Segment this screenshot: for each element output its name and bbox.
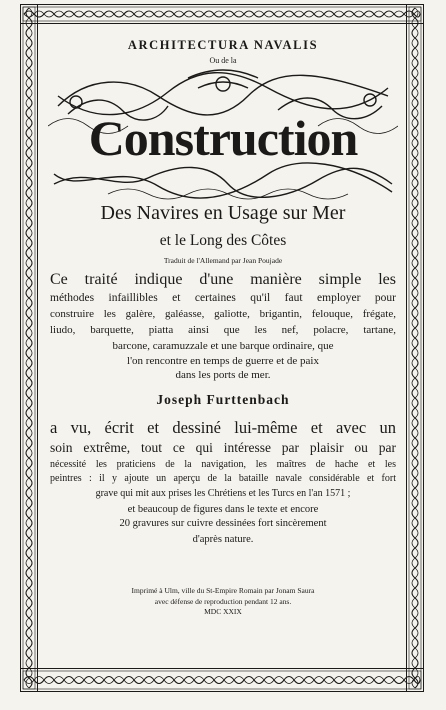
body-line: nécessité les praticiens de la navigation, les maîtres de hache et les <box>50 459 396 470</box>
body-line: et beaucoup de figures dans le texte et encore <box>127 504 319 515</box>
imprint-date: MDC XXIX <box>204 607 242 616</box>
title-architectura-navalis: ARCHITECTURA NAVALIS <box>127 38 319 52</box>
decorative-border-right <box>406 4 424 692</box>
description-line: Ce traité indique d'une manière simple les <box>50 271 396 288</box>
description-line: construire les galère, galéasse, galiotte, brigantin, felouque, frégate, <box>50 308 396 320</box>
imprint-line: Imprimé à Ulm, ville du St-Empire Romain par Jonam Saura <box>131 586 315 595</box>
main-title-construction: Construction <box>88 110 358 166</box>
imprint-line: avec défense de reproduction pendant 12 ans. <box>154 597 292 606</box>
title-ou-de-la: Ou de la <box>209 56 237 65</box>
description-line: barcone, caramuzzale et une barque ordinaire, que <box>112 340 334 352</box>
description-line: l'on rencontre en temps de guerre et de paix <box>127 355 319 367</box>
translator-credit: Traduit de l'Allemand par Jean Poujade <box>163 256 283 265</box>
author-name: Joseph Furttenbach <box>156 392 290 407</box>
description-line: dans les ports de mer. <box>175 369 271 381</box>
subtitle-line-2: et le Long des Côtes <box>159 232 287 249</box>
decorative-border-bottom <box>20 668 424 692</box>
body-line: soin extrême, tout ce qui intéresse par plaisir ou par <box>50 440 396 455</box>
decorative-border-top <box>20 4 424 24</box>
body-line: d'après nature. <box>192 534 254 545</box>
description-line: liudo, barquette, piatta ainsi que les nef, polacre, tartane, <box>50 324 396 336</box>
subtitle-line-1: Des Navires en Usage sur Mer <box>100 202 346 224</box>
body-line: peintres : il y ajoute un aperçu de la bataille navale considérable et fort <box>50 473 396 484</box>
decorative-border-left <box>20 4 38 692</box>
description-line: méthodes infaillibles et certaines qu'il faut employer pour <box>50 292 396 304</box>
body-line: grave qui mit aux prises les Chrétiens et les Turcs en l'an 1571 ; <box>95 488 351 499</box>
body-line: 20 gravures sur cuivre dessinées fort sincèrement <box>119 518 327 529</box>
body-line: a vu, écrit et dessiné lui-même et avec un <box>50 418 396 437</box>
